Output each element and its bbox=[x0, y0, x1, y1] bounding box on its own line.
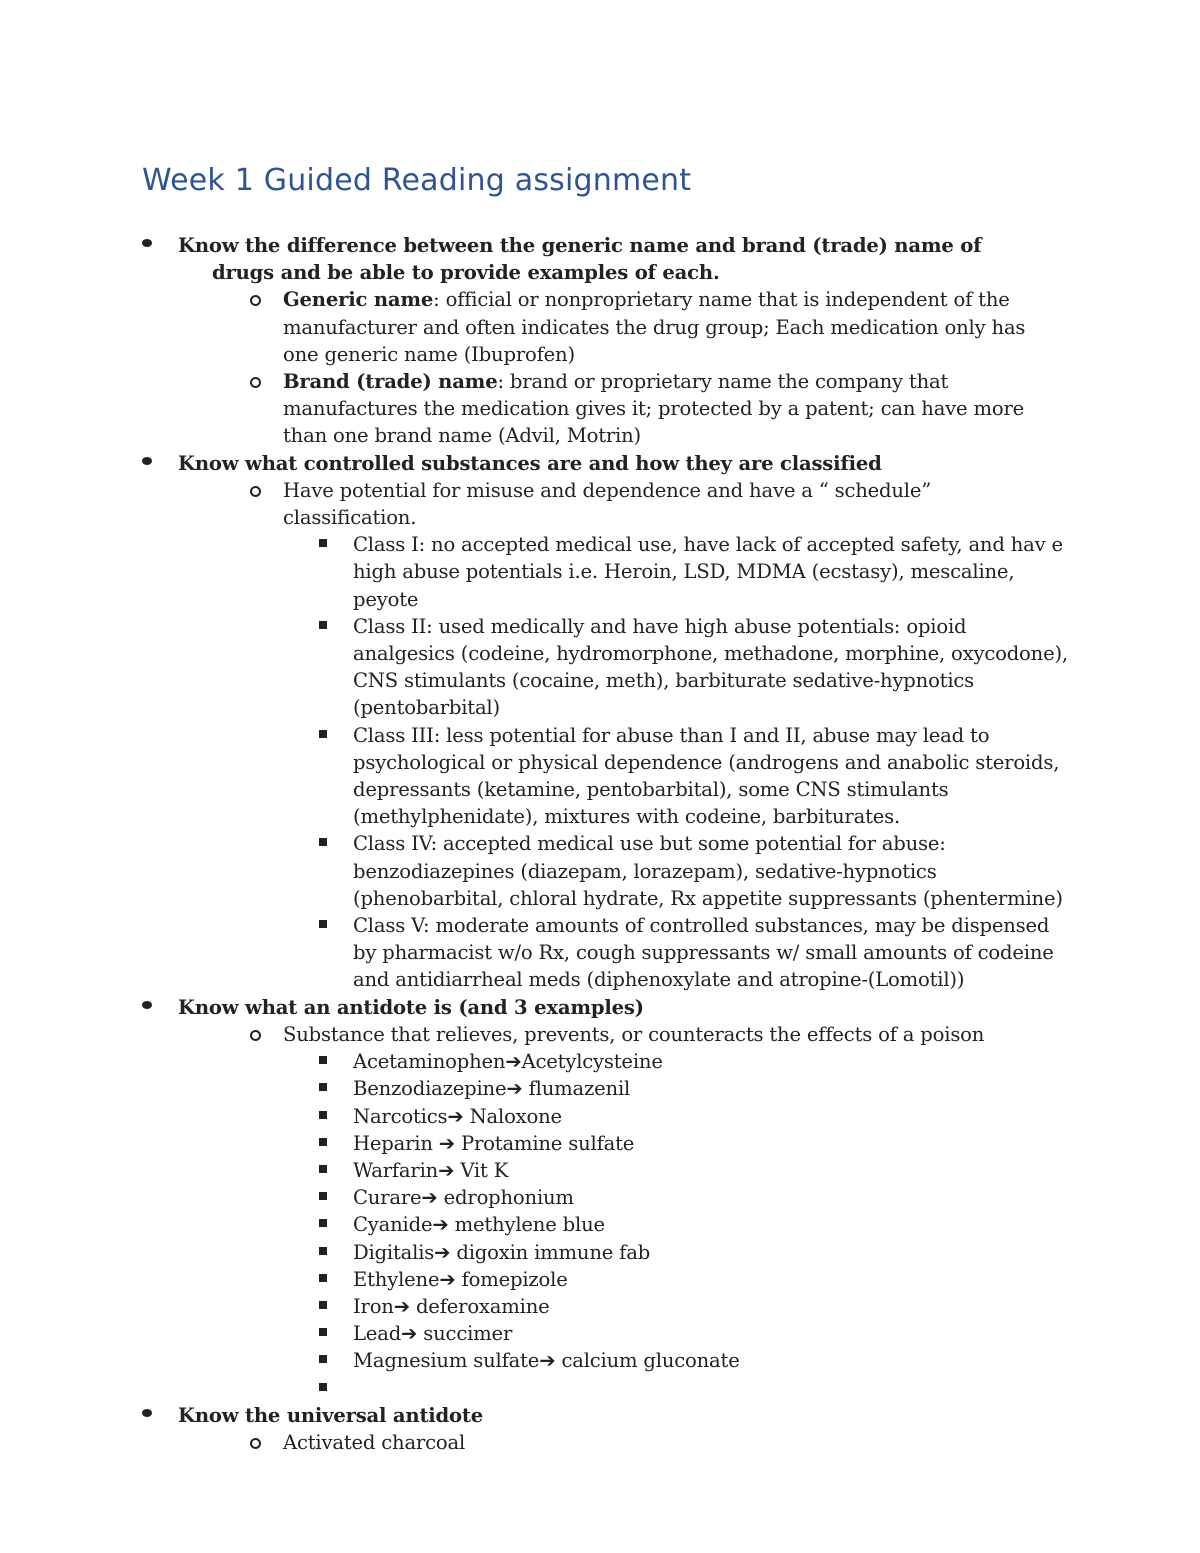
square-bullet-icon bbox=[319, 1111, 327, 1119]
list-item bbox=[0, 1157, 1073, 1184]
list-item bbox=[0, 1375, 1073, 1402]
list-item bbox=[0, 613, 1073, 722]
square-bullet-icon bbox=[319, 1056, 327, 1064]
list-item-text: Activated charcoal bbox=[283, 1430, 466, 1454]
term: Generic name bbox=[283, 288, 434, 312]
list-item-text: Class IV: accepted medical use but some potential for abuse: benzodiazepines (diazepam, lorazepam), sedative-hypnotics (phenobarbital, chloral hydrate, Rx appetite suppressants (phentermine) bbox=[353, 832, 1063, 910]
list-item bbox=[0, 286, 1063, 368]
list-item-text: Magnesium sulfate➔ calcium gluconate bbox=[353, 1349, 740, 1373]
disc-bullet-icon bbox=[142, 239, 152, 247]
square-bullet-icon bbox=[319, 1383, 327, 1391]
circle-bullet-icon bbox=[250, 377, 261, 388]
disc-bullet-icon bbox=[142, 457, 152, 465]
list-item bbox=[0, 368, 1063, 450]
list-item-text: Class II: used medically and have high abuse potentials: opioid analgesics (codeine, hydromorphone, methadone, morphine, oxycodone), CNS stimulants (cocaine, meth), barbiturate sedative-hypnotics (pentobarbital) bbox=[353, 614, 1068, 720]
list-item bbox=[0, 1402, 1042, 1429]
list-item bbox=[0, 232, 1042, 286]
circle-bullet-icon bbox=[250, 1438, 261, 1449]
disc-bullet-icon bbox=[142, 1409, 152, 1417]
list-item bbox=[0, 1184, 1073, 1211]
list-item bbox=[0, 722, 1073, 831]
list-item-text: Ethylene➔ fomepizole bbox=[353, 1267, 568, 1291]
list-item-text: Iron➔ deferoxamine bbox=[353, 1294, 550, 1318]
square-bullet-icon bbox=[319, 1247, 327, 1255]
list-item bbox=[0, 1211, 1073, 1238]
list-item-text: Cyanide➔ methylene blue bbox=[353, 1213, 605, 1237]
page-title: Week 1 Guided Reading assignment bbox=[142, 163, 692, 198]
section-heading: Know what an antidote is (and 3 examples) bbox=[178, 995, 644, 1019]
square-bullet-icon bbox=[319, 1301, 327, 1309]
list-item bbox=[0, 1320, 1073, 1347]
list-item bbox=[0, 1429, 1063, 1456]
list-item bbox=[0, 1021, 1063, 1048]
list-item-text: Class I: no accepted medical use, have lack of accepted safety, and hav e high abuse potentials i.e. Heroin, LSD, MDMA (ecstasy), mescaline, peyote bbox=[353, 533, 1063, 611]
square-bullet-icon bbox=[319, 920, 327, 928]
list-item bbox=[0, 531, 1073, 613]
list-item-text: Digitalis➔ digoxin immune fab bbox=[353, 1240, 651, 1264]
list-item bbox=[0, 1347, 1073, 1374]
list-item-text: Have potential for misuse and dependence and have a “ schedule” classification. bbox=[283, 478, 932, 530]
definition: : official or nonproprietary name that is independent of the manufacturer and often indicates the drug group; Each medication only has one generic name (Ibuprofen) bbox=[283, 288, 1026, 366]
list-item-text: Class V: moderate amounts of controlled substances, may be dispensed by pharmacist w/o Rx, cough suppressants w/ small amounts of codeine and antidiarrheal meds (diphenoxylate and atropine-(Lomotil)) bbox=[353, 914, 1054, 992]
list-item bbox=[0, 1130, 1073, 1157]
section-heading: Know what controlled substances are and how they are classified bbox=[178, 451, 882, 475]
square-bullet-icon bbox=[319, 621, 327, 629]
list-item bbox=[0, 1048, 1073, 1075]
list-item bbox=[0, 1239, 1073, 1266]
list-item-text: Lead➔ succimer bbox=[353, 1322, 513, 1346]
list-item bbox=[0, 1075, 1073, 1102]
list-item-text: Benzodiazepine➔ flumazenil bbox=[353, 1077, 631, 1101]
term: Brand (trade) name bbox=[283, 370, 498, 394]
list-item-text: Acetaminophen➔Acetylcysteine bbox=[353, 1050, 663, 1074]
list-item-text: Substance that relieves, prevents, or counteracts the effects of a poison bbox=[283, 1022, 985, 1046]
list-item-text: Curare➔ edrophonium bbox=[353, 1186, 574, 1210]
square-bullet-icon bbox=[319, 1083, 327, 1091]
square-bullet-icon bbox=[319, 1165, 327, 1173]
square-bullet-icon bbox=[319, 539, 327, 547]
square-bullet-icon bbox=[319, 730, 327, 738]
list-item bbox=[0, 1293, 1073, 1320]
square-bullet-icon bbox=[319, 1274, 327, 1282]
square-bullet-icon bbox=[319, 1355, 327, 1363]
list-item-text: Class III: less potential for abuse than I and II, abuse may lead to psychological or physical dependence (androgens and anabolic steroids, depressants (ketamine, pentobarbital), some CNS stimulants (methylphenidate), mixtures with codeine, barbiturates. bbox=[353, 723, 1060, 829]
section-heading: Know the universal antidote bbox=[178, 1403, 484, 1427]
circle-bullet-icon bbox=[250, 486, 261, 497]
list-item bbox=[0, 994, 1042, 1021]
list-item-text: Heparin ➔ Protamine sulfate bbox=[353, 1131, 635, 1155]
square-bullet-icon bbox=[319, 1219, 327, 1227]
square-bullet-icon bbox=[319, 1192, 327, 1200]
list-item bbox=[0, 1103, 1073, 1130]
square-bullet-icon bbox=[319, 838, 327, 846]
disc-bullet-icon bbox=[142, 1001, 152, 1009]
document-body bbox=[0, 232, 1200, 1456]
circle-bullet-icon bbox=[250, 1030, 261, 1041]
list-item bbox=[0, 477, 1063, 531]
square-bullet-icon bbox=[319, 1328, 327, 1336]
list-item bbox=[0, 450, 1042, 477]
square-bullet-icon bbox=[319, 1138, 327, 1146]
list-item bbox=[0, 1266, 1073, 1293]
list-item-text: Narcotics➔ Naloxone bbox=[353, 1104, 562, 1128]
list-item bbox=[0, 912, 1073, 994]
definition: : brand or proprietary name the company that manufactures the medication gives it; protected by a patent; can have more than one brand name (Advil, Motrin) bbox=[283, 370, 1025, 448]
list-item bbox=[0, 830, 1073, 912]
section-heading: Know the difference between the generic name and brand (trade) name of drugs and be able to provide examples of each. bbox=[178, 234, 982, 285]
circle-bullet-icon bbox=[250, 295, 261, 306]
list-item-text: Warfarin➔ Vit K bbox=[353, 1158, 509, 1182]
